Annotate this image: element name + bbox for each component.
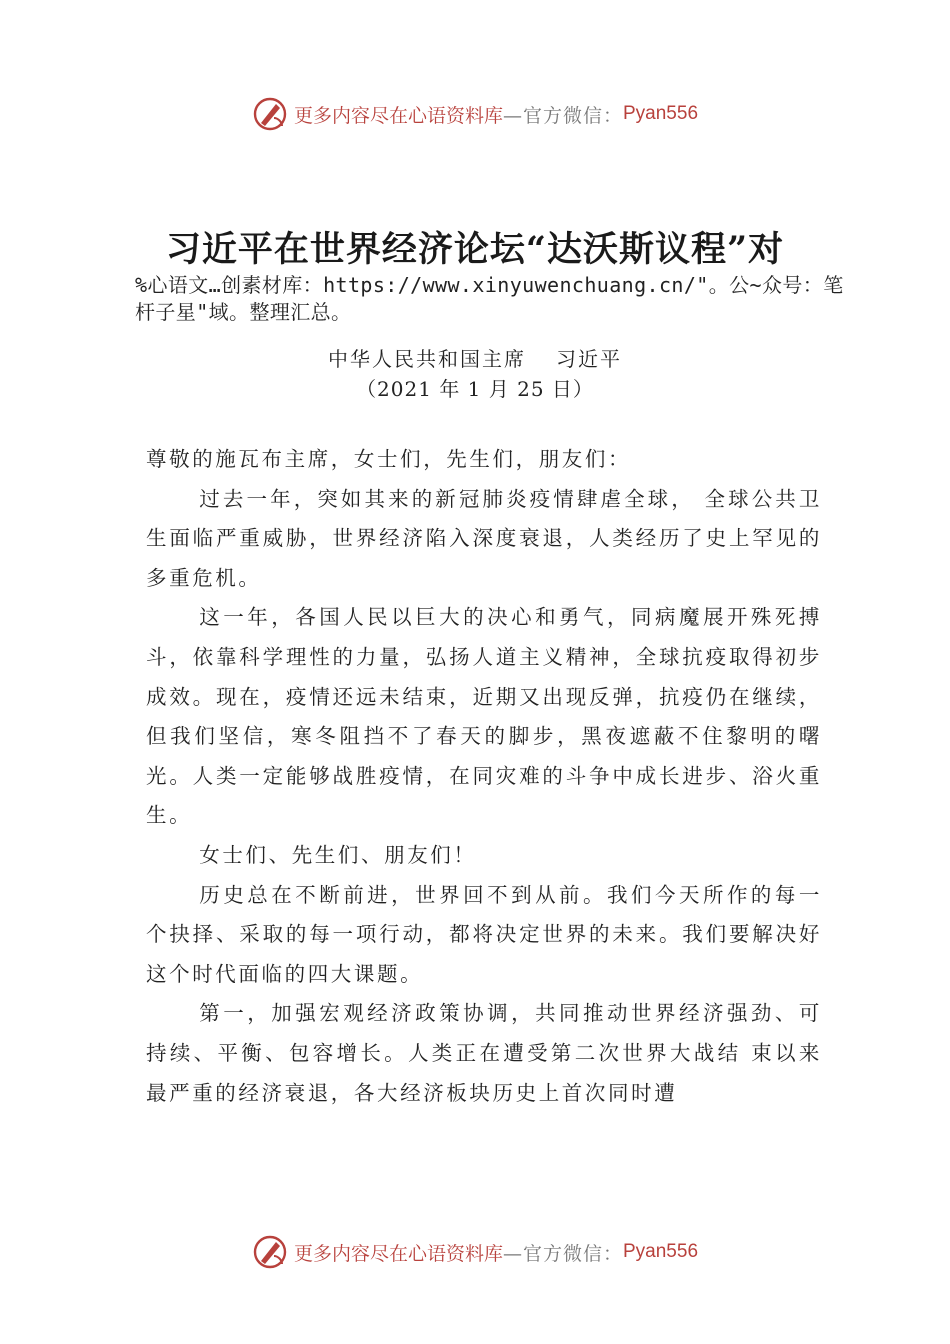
author-line: [0, 343, 950, 372]
paragraph: 历史总在不断前进，世界回不到从前。我们今天所作的每一个抉择、采取的每一项行动，都将决定世界的未来。我们要解决好这个时代面临的四大课题。: [146, 882, 822, 986]
document-title: 习近平在世界经济论坛“达沃斯议程”对: [165, 229, 785, 270]
banner-wechat-id: Pyan556: [623, 1241, 699, 1262]
source-note: %心语文…创素材库：https://www.xinyuwenchuang.cn/"。公~众号：笔杆子星"域。整理汇总。: [135, 273, 844, 324]
paragraph: 这一年，各国人民以巨大的决心和勇气，同病魔展开殊死搏斗，依靠科学理性的力量，弘扬人道主义精神，全球抗疫取得初步成效。现在，疫情还远未结束，近期又出现反弹，抗疫仍在继续，但我们坚信，寒冬阻挡不了春天的脚步，黑夜遮蔽不住黎明的曙光。人类一定能够战胜疫情，在同灾难的斗争中成长进步、浴火重生。: [146, 605, 822, 828]
paragraph: 过去一年，突如其来的新冠肺炎疫情肆虐全球， 全球公共卫生面临严重威胁，世界经济陷入深度衰退，人类经历了史上罕见的多重危机。: [146, 486, 822, 590]
bottom-banner: [0, 1234, 950, 1270]
speech-date: （2021 年 1 月 25 日）: [356, 377, 594, 401]
author-name: 习近平: [556, 347, 622, 371]
speech-body: [146, 440, 822, 1113]
paragraph: 第一，加强宏观经济政策协调，共同推动世界经济强劲、可持续、平衡、包容增长。人类正在遭受第二次世界大战结 束以来最严重的经济衰退，各大经济板块历史上首次同时遭: [146, 1001, 822, 1105]
salutation: 尊敬的施瓦布主席，女士们，先生们，朋友们：: [146, 447, 632, 471]
banner-wechat-label: —官方微信：: [502, 1242, 623, 1265]
banner-wechat-label: —官方微信：: [502, 104, 623, 127]
pen-logo-icon: [252, 1234, 288, 1270]
banner-text: 更多内容尽在心语资料库: [293, 1242, 503, 1265]
banner-text: 更多内容尽在心语资料库: [293, 104, 503, 127]
paragraph: 女士们、先生们、朋友们！: [199, 842, 477, 867]
pen-logo-icon: [252, 96, 288, 132]
author-title: 中华人民共和国主席: [328, 347, 526, 371]
banner-wechat-id: Pyan556: [623, 103, 699, 124]
top-banner: [0, 96, 950, 132]
